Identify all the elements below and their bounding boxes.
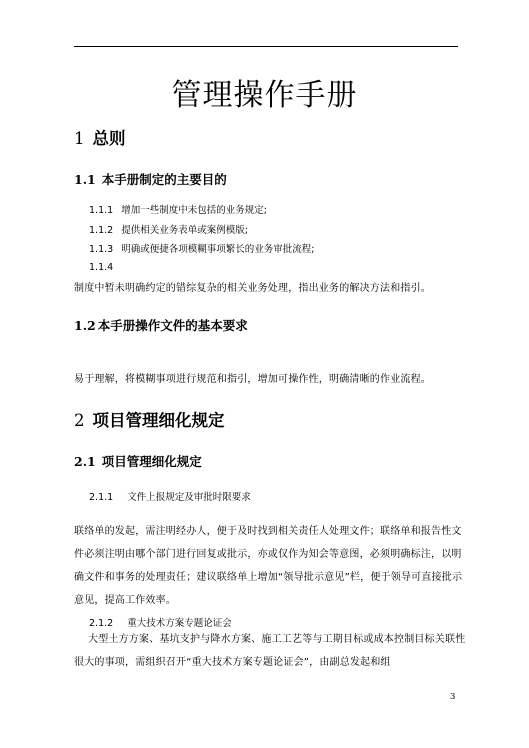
list-item — [89, 489, 251, 503]
list-item — [89, 222, 248, 236]
subsection-heading-2-1 — [74, 452, 202, 470]
section-title: 项目管理细化规定 — [92, 411, 225, 430]
item-text: 增加一些制度中未包括的业务规定; — [121, 205, 267, 216]
item-text: 明确或便捷各项模糊事项繁长的业务审批流程; — [121, 244, 315, 255]
section-number: 2 — [74, 411, 85, 430]
section-heading-2 — [74, 407, 225, 431]
subsection-title: 本手册操作文件的基本要求 — [97, 318, 248, 333]
section-title: 总则 — [92, 129, 126, 148]
section-number: 1 — [74, 129, 85, 148]
item-number: 1.1.1 — [89, 205, 114, 216]
list-item — [89, 202, 267, 216]
item-number: 1.1.4 — [89, 262, 114, 273]
item-text: 文件上报规定及审批时限要求 — [127, 492, 251, 503]
paragraph: 制度中暂未明确约定的错综复杂的相关业务处理，指出业务的解决方法和指引。 — [74, 283, 431, 294]
item-number: 1.1.3 — [89, 244, 114, 255]
subsection-heading-1-1 — [74, 170, 227, 188]
section-heading-1 — [74, 125, 126, 149]
paragraph: 大型土方方案、基坑支护与降水方案、施工工艺等与工期目标或成本控制目标关联性很大的事项，需组织召开“重大技术方案专题论证会”，由副总发起和组 — [74, 634, 466, 668]
page-number: 3 — [450, 692, 456, 702]
subsection-number: 1.2 — [74, 318, 96, 333]
list-item — [89, 615, 232, 629]
paragraph: 联络单的发起，需注明经办人，便于及时找到相关责任人处理文件；联络单和报告性文件必须注明由哪个部门进行回复或批示，亦或仅作为知会等意图，必须明确标注，以明确文件和事务的处理责任；建议联络单上增加“领导批示意见”栏，便于领导可直接批示意见，提高工作效率。 — [74, 526, 463, 606]
list-item — [89, 262, 121, 273]
item-number: 2.1.1 — [89, 492, 114, 503]
paragraph: 易于理解，将模糊事项进行规范和指引，增加可操作性，明确清晰的作业流程。 — [74, 374, 431, 385]
subsection-heading-1-2 — [74, 316, 248, 334]
subsection-title: 本手册制定的主要目的 — [101, 172, 227, 187]
list-item — [89, 241, 314, 255]
subsection-number: 2.1 — [74, 454, 96, 469]
item-number: 2.1.2 — [89, 618, 114, 629]
subsection-title: 项目管理细化规定 — [101, 454, 202, 469]
item-number: 1.1.2 — [89, 225, 114, 236]
subsection-number: 1.1 — [74, 172, 96, 187]
header-rule — [74, 46, 458, 47]
item-text: 提供相关业务表单或案例模版; — [121, 225, 248, 236]
document-title: 管理操作手册 — [171, 78, 358, 113]
item-text: 重大技术方案专题论证会 — [127, 618, 232, 629]
